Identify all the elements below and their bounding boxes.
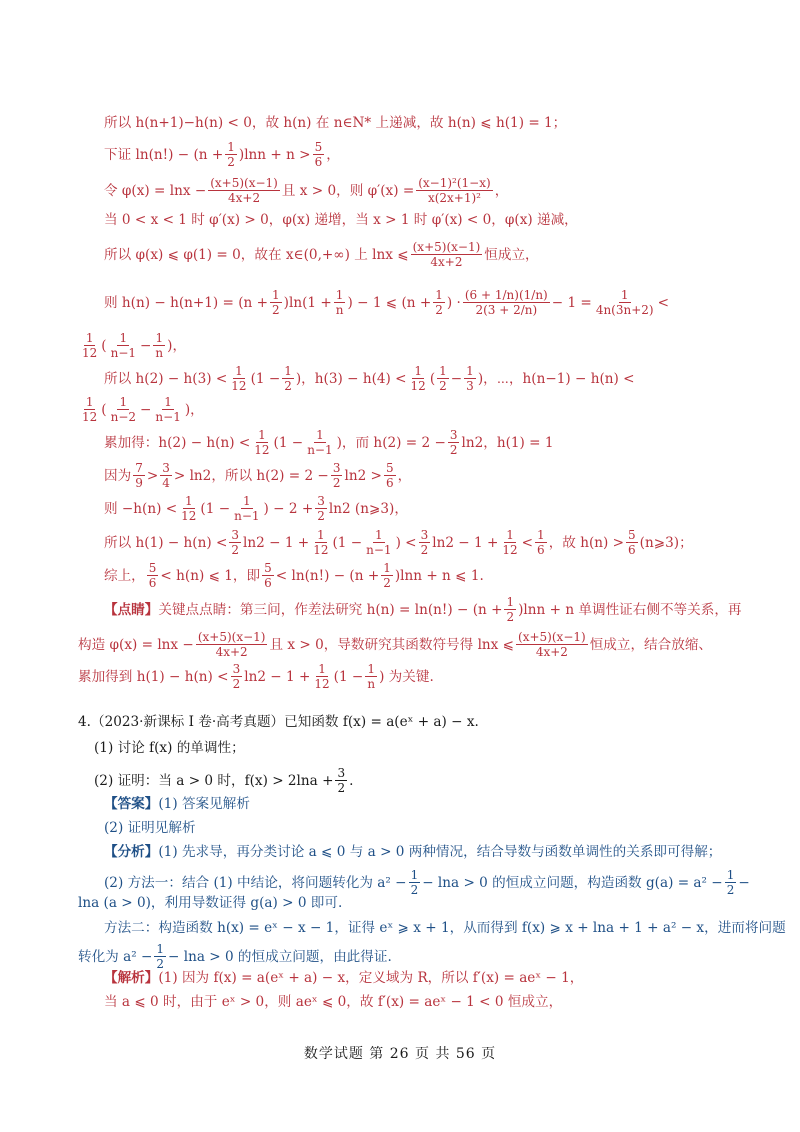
text: −	[140, 401, 152, 418]
fraction	[500, 528, 519, 557]
solution-q4-line-1	[104, 968, 583, 988]
num: 5	[314, 140, 323, 154]
solution-tag: 【解析】	[104, 970, 159, 986]
text: ln2 >	[344, 467, 382, 484]
fraction	[208, 176, 280, 205]
text: 则 h(n) − h(n+1) = (n +	[104, 294, 269, 311]
text: )，	[167, 337, 187, 354]
num: (x−1)²(1−x)	[418, 176, 491, 190]
num: 1	[620, 288, 629, 302]
text: 且 x > 0，导数研究其函数符号得 lnx ⩽	[269, 636, 515, 653]
den: 3	[466, 379, 474, 393]
text: ) 为关键.	[379, 668, 434, 685]
den: n	[367, 677, 376, 691]
num: 1	[375, 528, 383, 542]
fraction	[504, 595, 516, 624]
text: 且 x > 0，则 φ′(x) =	[281, 182, 415, 199]
num: 5	[264, 561, 272, 575]
solution-line-5	[104, 240, 539, 269]
fraction	[153, 395, 182, 424]
fraction	[282, 364, 294, 393]
den: 2	[383, 576, 391, 590]
text: )lnn + n ⩽ 1.	[394, 567, 484, 584]
den: 12	[82, 346, 98, 360]
text: 令 φ(x) = lnx −	[104, 182, 207, 199]
den: 2	[439, 379, 447, 393]
den: 4x+2	[430, 255, 463, 269]
fraction	[313, 140, 325, 169]
text: 下证 ln(n!) − (n +	[104, 146, 224, 163]
fraction	[448, 428, 460, 457]
num: 3	[231, 528, 240, 542]
text: − lna > 0 的恒成立问题，由此得证.	[168, 948, 392, 965]
text: 则 −h(n) <	[104, 500, 178, 517]
analysis-line-4	[104, 918, 786, 938]
fraction	[229, 364, 248, 393]
answer-line-2	[104, 818, 196, 838]
den: 12	[254, 443, 270, 457]
fraction	[516, 630, 588, 659]
num: 1	[155, 331, 164, 345]
den: 6	[148, 576, 157, 590]
solution-line-3	[104, 176, 508, 205]
num: 1	[156, 942, 165, 956]
den: 6	[537, 543, 545, 557]
text: ，故 h(n) >	[548, 534, 625, 551]
num: 1	[164, 395, 172, 409]
fraction	[411, 240, 483, 269]
text: 当 a ⩽ 0 时，由于 eˣ > 0，则 aeˣ ⩽ 0，故 f′(x) = aeˣ − 1 < 0 恒成立，	[104, 994, 563, 1010]
text: (1) 讨论 f(x) 的单调性；	[94, 740, 245, 756]
num: 1	[227, 140, 235, 154]
num: 3	[449, 428, 458, 442]
den: 9	[135, 476, 143, 490]
den: 12	[82, 410, 98, 424]
key-point-line-3	[78, 662, 434, 691]
fraction	[80, 331, 99, 360]
solution-line-9	[78, 395, 204, 424]
text: )，⋯，h(n−1) − h(n) <	[477, 370, 635, 387]
text: 方法二：构造函数 h(x) = eˣ − x − 1，证得 eˣ ⩾ x + 1，从而得到 f(x) ⩾ x + lna + 1 + a² − x，进而将问题	[104, 920, 786, 936]
den: 12	[410, 379, 426, 393]
text: 转化为 a² −	[78, 948, 153, 965]
num: 1	[272, 288, 280, 302]
solution-line-8	[104, 364, 635, 393]
solution-line-7	[78, 331, 186, 360]
question-4-part-1	[94, 738, 245, 758]
den: n−1	[366, 543, 392, 557]
den: 6	[628, 543, 636, 557]
key-point-line-1	[104, 595, 742, 624]
fraction	[109, 395, 138, 424]
text: (1 −	[273, 434, 304, 451]
den: 4x+2	[215, 645, 248, 659]
fraction	[364, 528, 393, 557]
num: 5	[385, 461, 394, 475]
text: (	[101, 401, 107, 418]
solution-line-14	[104, 561, 484, 590]
text: < h(n) ⩽ 1，即	[160, 567, 261, 584]
den: n−1	[234, 509, 260, 523]
fraction	[252, 428, 271, 457]
num: 1	[85, 395, 94, 409]
text: (1 −	[332, 534, 363, 551]
text: ) − 2 +	[263, 500, 314, 517]
den: 2	[156, 957, 165, 971]
text: (1) 先求导，再分类讨论 a ⩽ 0 与 a > 0 两种情况，结合导数与函数单调性的关系即可得解；	[158, 844, 722, 860]
answer-line-1	[104, 794, 250, 814]
num: 3	[232, 662, 241, 676]
num: 1	[439, 364, 447, 378]
text: ，	[397, 467, 412, 484]
text: 所以 h(1) − h(n) <	[104, 534, 228, 551]
text: ，	[326, 146, 340, 163]
den: 2(3 + 2/n)	[475, 303, 538, 317]
fraction	[335, 766, 347, 795]
fraction	[147, 561, 159, 590]
num: 1	[435, 288, 443, 302]
den: 4x+2	[227, 191, 261, 205]
num: 1	[317, 528, 325, 542]
text: 累加得：h(2) − h(n) <	[104, 434, 251, 451]
text: ) <	[395, 534, 417, 551]
num: 1	[367, 662, 376, 676]
text: 4.（2023·新课标 I 卷·高考真题）已知函数 f(x) = a(eˣ + a) − x.	[78, 714, 479, 730]
fraction	[437, 364, 449, 393]
den: 2	[420, 543, 429, 557]
fraction	[433, 288, 445, 317]
text: )lnn + n >	[238, 146, 311, 163]
solution-line-6	[104, 288, 669, 317]
den: n−2	[110, 410, 137, 424]
num: 3	[332, 461, 341, 475]
solution-line-1	[104, 113, 566, 133]
num: 3	[317, 494, 325, 508]
fraction	[409, 364, 428, 393]
num: 3	[420, 528, 429, 542]
num: 1	[537, 528, 545, 542]
fraction	[365, 662, 377, 691]
num: (x+5)(x−1)	[412, 240, 481, 254]
text: 综上，	[104, 567, 145, 584]
fraction	[416, 176, 492, 205]
text: .	[349, 772, 354, 789]
text: ，	[494, 182, 509, 199]
fraction	[225, 140, 237, 169]
text: 关键点点睛：第三问，作差法研究 h(n) = ln(n!) − (n +	[158, 601, 503, 618]
question-4-stem	[78, 712, 479, 732]
den: 12	[502, 543, 518, 557]
fraction	[80, 395, 99, 424]
den: n−1	[307, 443, 333, 457]
text: ln2 − 1 +	[244, 668, 311, 685]
den: n−1	[110, 346, 137, 360]
fraction	[305, 428, 334, 457]
fraction	[311, 528, 330, 557]
text: (1 −	[200, 500, 231, 517]
text: ln2 − 1 +	[432, 534, 499, 551]
text: 构造 φ(x) = lnx −	[78, 636, 194, 653]
solution-line-2	[104, 140, 340, 169]
den: 12	[231, 379, 247, 393]
num: 1	[235, 364, 243, 378]
den: 4n(3n+2)	[595, 303, 654, 317]
num: 1	[119, 331, 128, 345]
fraction	[231, 662, 243, 691]
num: 1	[410, 868, 419, 882]
fraction	[179, 494, 198, 523]
num: 1	[316, 428, 324, 442]
num: 1	[119, 395, 128, 409]
den: 2	[410, 883, 419, 897]
den: 2	[317, 509, 325, 523]
solution-line-10	[104, 428, 554, 457]
num: 1	[184, 494, 193, 508]
num: 5	[148, 561, 157, 575]
den: n	[155, 346, 164, 360]
text: lna (a > 0)，利用导数证得 g(a) > 0 即可.	[78, 895, 343, 911]
fraction	[725, 868, 737, 897]
analysis-tag: 【分析】	[104, 844, 159, 860]
text: 恒成立，结合放缩、	[589, 636, 713, 653]
den: 2	[337, 781, 346, 795]
num: 1	[726, 868, 735, 882]
text: 恒成立，	[484, 246, 539, 263]
fraction	[535, 528, 547, 557]
text: ) − 1 ⩽ (n +	[347, 294, 432, 311]
num: 7	[135, 461, 143, 475]
den: 2	[227, 155, 235, 169]
fraction	[133, 461, 145, 490]
den: 4	[162, 476, 170, 490]
text: ln2，h(1) = 1	[461, 434, 554, 451]
text: ) ·	[446, 294, 461, 311]
den: 2	[272, 303, 280, 317]
text: (1) 答案见解析	[158, 796, 250, 812]
text: <	[657, 294, 669, 311]
analysis-line-1	[104, 842, 721, 862]
text: <	[521, 534, 534, 551]
fraction	[315, 494, 327, 523]
text: < ln(n!) − (n +	[275, 567, 380, 584]
fraction	[109, 331, 138, 360]
num: 1	[258, 428, 266, 442]
den: 2	[284, 379, 292, 393]
fraction	[232, 494, 261, 523]
num: (6 + 1/n)(1/n)	[464, 288, 548, 302]
text: (1) 因为 f(x) = a(eˣ + a) − x，定义域为 R，所以 f′(x) = aeˣ − 1，	[158, 970, 584, 986]
den: 2	[506, 610, 515, 624]
den: 6	[314, 155, 323, 169]
fraction	[331, 461, 343, 490]
num: 1	[383, 561, 391, 575]
text: ln2 (n⩾3)，	[328, 500, 408, 517]
num: (x+5)(x−1)	[210, 176, 278, 190]
den: n	[335, 303, 344, 317]
num: 1	[466, 364, 474, 378]
solution-line-4	[104, 210, 578, 230]
den: 2	[449, 443, 458, 457]
text: (	[101, 337, 107, 354]
text: (1 −	[250, 370, 281, 387]
text: 当 0 < x < 1 时 φ′(x) > 0，φ(x) 递增，当 x > 1 时 φ′(x) < 0，φ(x) 递减，	[104, 212, 578, 228]
num: 1	[335, 288, 344, 302]
num: 1	[506, 528, 514, 542]
den: 12	[314, 677, 330, 691]
num: 1	[414, 364, 422, 378]
page-footer: 数学试题 第 26 页 共 56 页	[303, 1046, 497, 1062]
text: )，而 h(2) = 2 −	[336, 434, 446, 451]
fraction	[594, 288, 656, 317]
text: 所以 φ(x) ⩽ φ(1) = 0，故在 x∈(0,+∞) 上 lnx ⩽	[104, 246, 409, 263]
answer-tag: 【答案】	[104, 796, 159, 812]
fraction	[334, 288, 346, 317]
text: − lna > 0 的恒成立问题，构造函数 g(a) = a² −	[422, 874, 723, 891]
text: (2) 方法一：结合 (1) 中结论，将问题转化为 a² −	[104, 874, 407, 891]
den: 4x+2	[535, 645, 568, 659]
solution-line-13	[104, 528, 693, 557]
text: ln2 − 1 +	[243, 534, 310, 551]
text: −	[140, 337, 152, 354]
fraction	[160, 461, 172, 490]
fraction	[262, 561, 274, 590]
text: (	[429, 370, 436, 387]
den: n−1	[155, 410, 181, 424]
text: −	[450, 370, 463, 387]
analysis-line-3	[78, 893, 342, 913]
key-point-tag: 【点睛】	[104, 601, 159, 618]
fraction	[153, 331, 165, 360]
text: 累加得到 h(1) − h(n) <	[78, 668, 229, 685]
fraction	[464, 364, 476, 393]
num: (x+5)(x−1)	[197, 630, 266, 644]
den: 2	[332, 476, 341, 490]
solution-line-12	[104, 494, 408, 523]
fraction	[409, 868, 421, 897]
num: 1	[284, 364, 292, 378]
text: )ln(1 +	[283, 294, 332, 311]
num: 3	[162, 461, 170, 475]
num: 5	[628, 528, 636, 542]
den: 2	[232, 677, 241, 691]
num: 1	[85, 331, 94, 345]
text: 所以 h(n+1)−h(n) < 0，故 h(n) 在 n∈N* 上递减，故 h(n) ⩽ h(1) = 1；	[104, 115, 567, 131]
den: 6	[385, 476, 394, 490]
num: 1	[506, 595, 515, 609]
fraction	[419, 528, 431, 557]
text: (2) 证明：当 a > 0 时，f(x) > 2lna +	[94, 772, 334, 789]
text: 所以 h(2) − h(3) <	[104, 370, 228, 387]
text: )，h(3) − h(4) <	[295, 370, 407, 387]
key-point-line-2	[78, 630, 712, 659]
fraction	[312, 662, 331, 691]
solution-line-11	[104, 461, 411, 490]
fraction	[229, 528, 241, 557]
text: 因为	[104, 467, 132, 484]
den: 2	[435, 303, 443, 317]
fraction	[196, 630, 268, 659]
text: (1 −	[333, 668, 364, 685]
text: > ln2，所以 h(2) = 2 −	[173, 467, 329, 484]
text: )，	[184, 401, 204, 418]
num: 3	[337, 766, 346, 780]
text: −	[738, 874, 750, 891]
den: 12	[313, 543, 329, 557]
den: 12	[181, 509, 197, 523]
question-4-part-2	[94, 766, 353, 795]
fraction	[626, 528, 638, 557]
den: 2	[231, 543, 240, 557]
fraction	[384, 461, 396, 490]
fraction	[381, 561, 393, 590]
text: (2) 证明见解析	[104, 820, 196, 836]
num: 1	[242, 494, 251, 508]
num: (x+5)(x−1)	[518, 630, 586, 644]
text: >	[146, 467, 159, 484]
text: (n⩾3)；	[639, 534, 693, 551]
fraction	[463, 288, 550, 317]
solution-q4-line-2	[104, 992, 562, 1012]
fraction	[270, 288, 282, 317]
text: )lnn + n 单调性证右侧不等关系，再	[518, 601, 742, 618]
fraction	[154, 942, 166, 971]
num: 1	[318, 662, 326, 676]
analysis-line-5	[78, 942, 392, 971]
den: x(2x+1)²	[427, 191, 481, 205]
den: 6	[264, 576, 272, 590]
den: 2	[726, 883, 735, 897]
text: − 1 =	[551, 294, 592, 311]
